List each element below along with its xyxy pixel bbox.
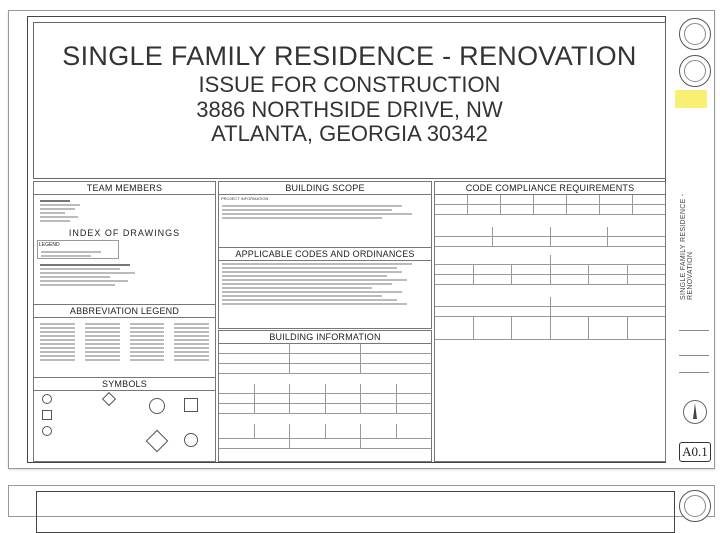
legend-heading: LEGEND bbox=[39, 242, 60, 248]
north-arrow-icon bbox=[683, 400, 707, 424]
team-members-panel bbox=[33, 181, 216, 306]
team-members-heading: TEAM MEMBERS bbox=[34, 182, 215, 195]
code-compliance-panel bbox=[434, 181, 666, 462]
next-sheet-frame bbox=[36, 491, 675, 533]
code-compliance-heading: CODE COMPLIANCE REQUIREMENTS bbox=[435, 182, 665, 195]
next-sheet-seal bbox=[679, 490, 711, 522]
building-information-panel bbox=[218, 330, 432, 462]
building-scope-heading: BUILDING SCOPE bbox=[219, 182, 431, 195]
firm-logo-seal bbox=[679, 55, 711, 87]
abbreviation-legend-panel bbox=[33, 304, 216, 379]
applicable-codes-panel bbox=[218, 247, 432, 329]
revision-note bbox=[675, 90, 707, 108]
architect-seal bbox=[679, 18, 711, 50]
project-title: SINGLE FAMILY RESIDENCE - RENOVATION bbox=[62, 41, 637, 71]
issue-status: ISSUE FOR CONSTRUCTION bbox=[198, 72, 501, 97]
title-block bbox=[33, 22, 666, 179]
abbreviation-legend-heading: ABBREVIATION LEGEND bbox=[34, 305, 215, 318]
building-information-heading: BUILDING INFORMATION bbox=[219, 331, 431, 344]
project-information-label: PROJECT INFORMATION bbox=[221, 196, 269, 201]
symbols-panel bbox=[33, 377, 216, 462]
applicable-codes-heading: APPLICABLE CODES AND ORDINANCES bbox=[219, 248, 431, 261]
building-scope-panel bbox=[218, 181, 432, 249]
vertical-project-title: SINGLE FAMILY RESIDENCE - RENOVATION bbox=[680, 193, 694, 300]
sheet-number: A0.1 bbox=[679, 442, 711, 462]
next-sheet bbox=[8, 485, 715, 517]
index-of-drawings-heading: INDEX OF DRAWINGS bbox=[68, 228, 181, 238]
city-line: ATLANTA, GEORGIA 30342 bbox=[211, 121, 488, 146]
address-line: 3886 NORTHSIDE DRIVE, NW bbox=[196, 97, 503, 122]
symbols-heading: SYMBOLS bbox=[34, 378, 215, 391]
